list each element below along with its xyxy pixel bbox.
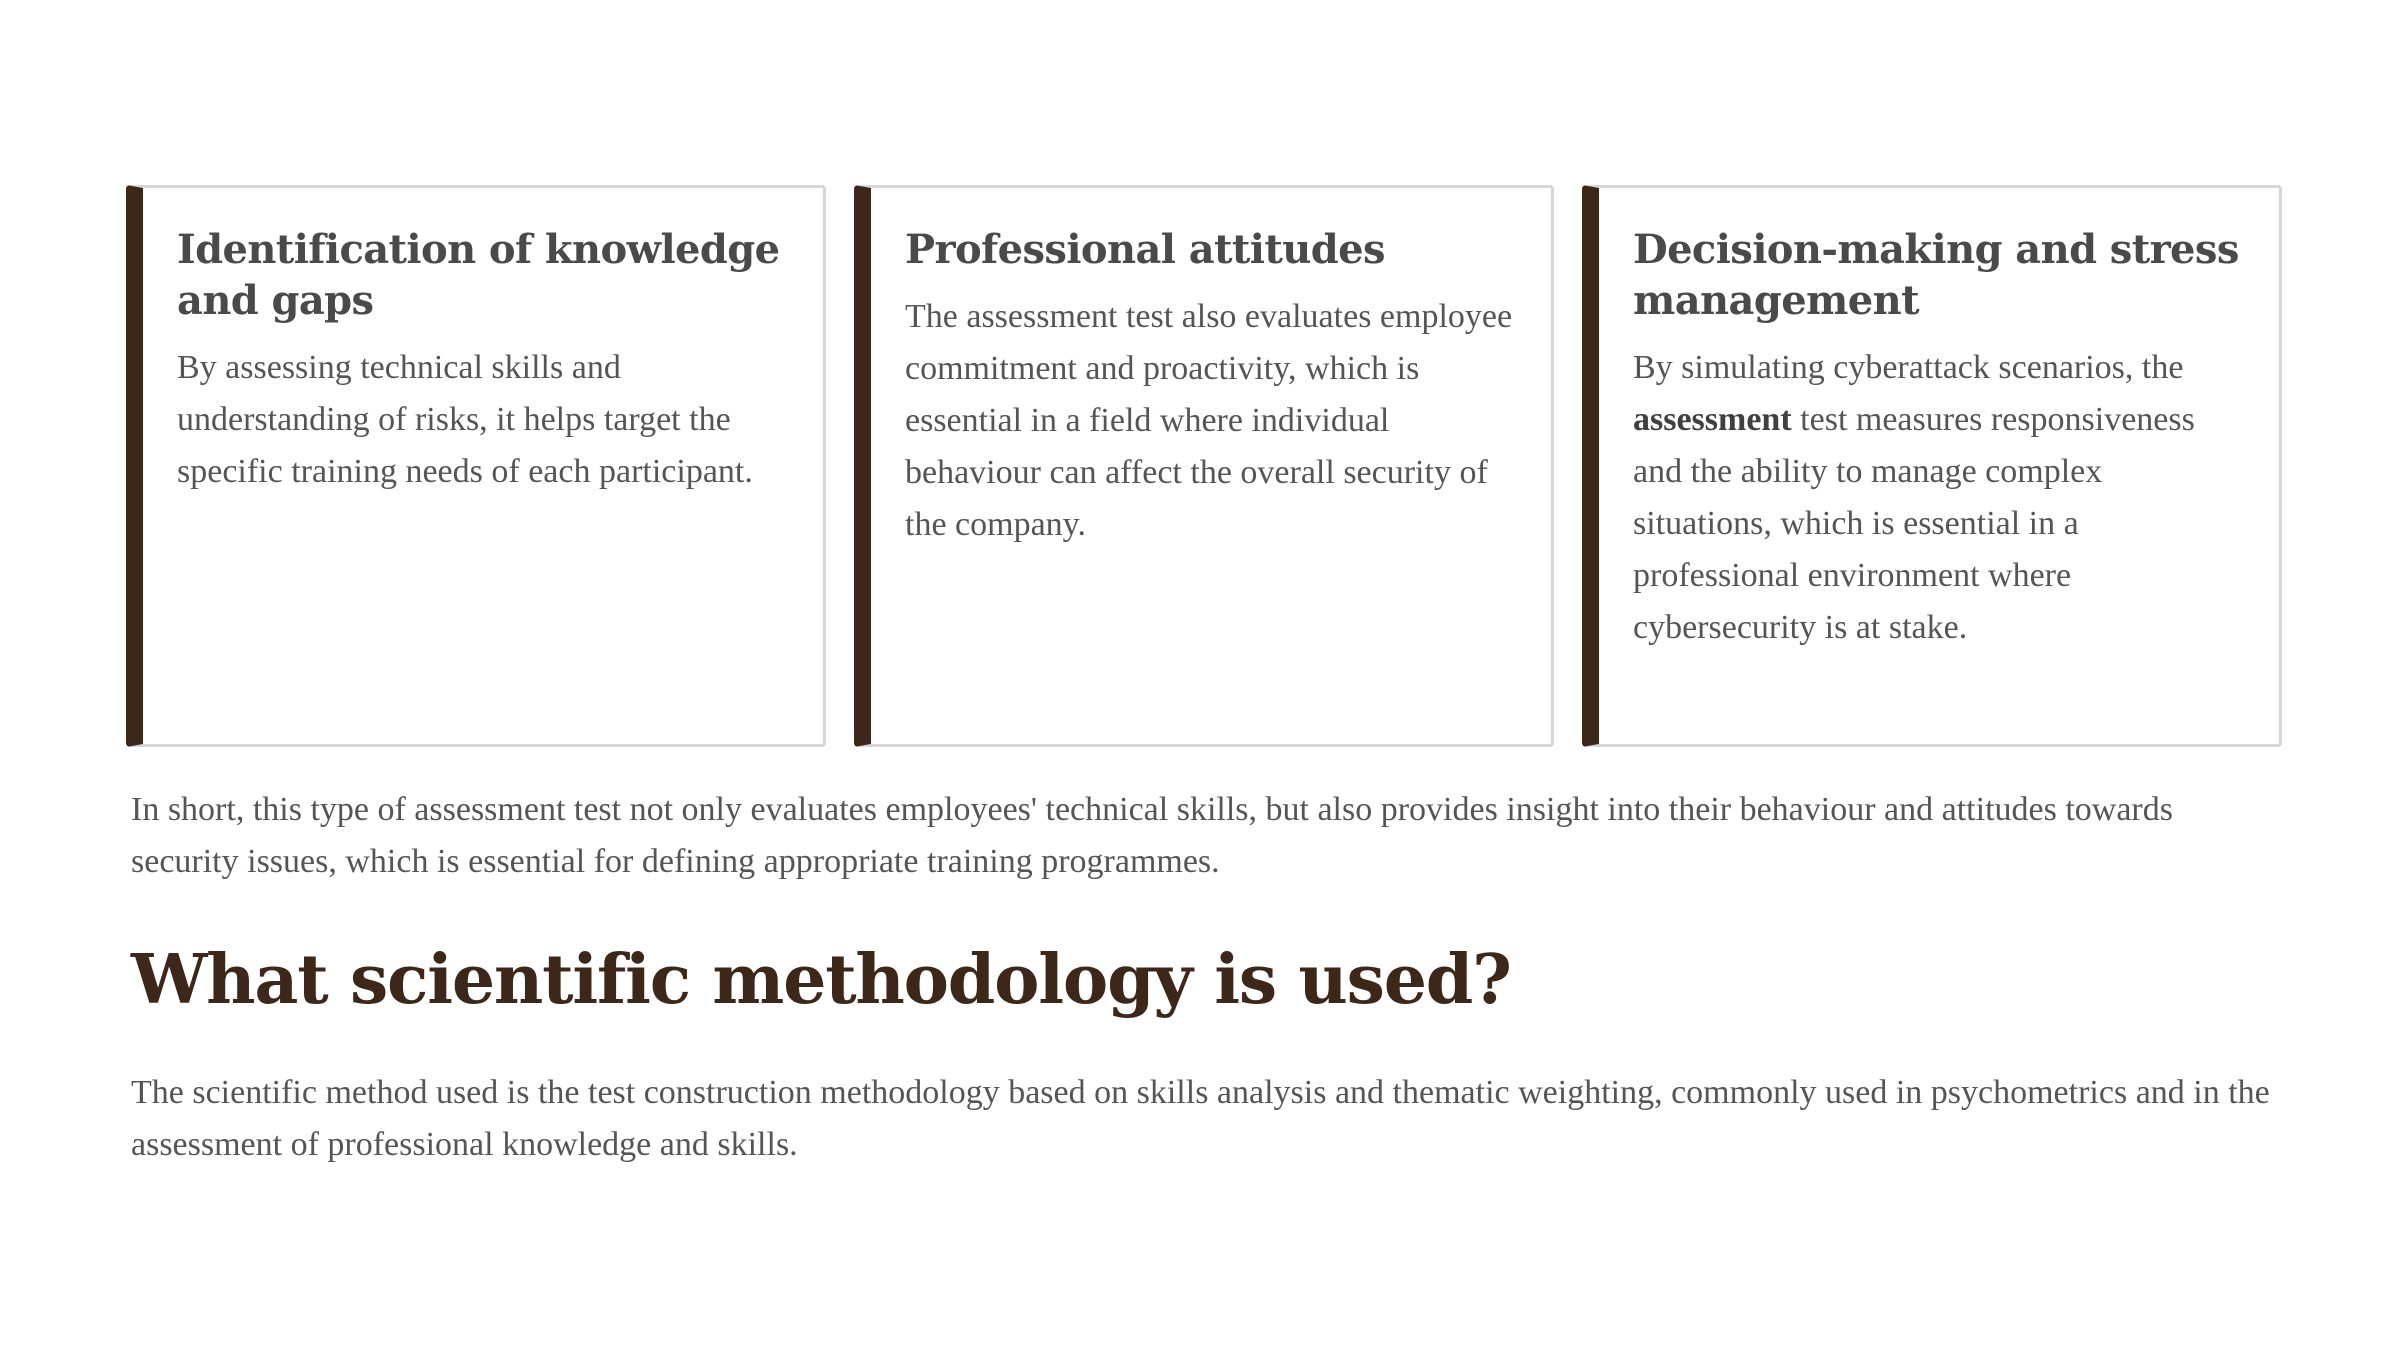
card-description-start: By simulating cyberattack scenarios, the — [1633, 349, 2184, 386]
methodology-paragraph: The scientific method used is the test construction methodology based on skills analysis and thematic weighting, commonly used in psychometrics and in the assessment of professional knowledge and skills. — [131, 1074, 2270, 1163]
card-description — [1633, 342, 2245, 654]
card-identification-knowledge-gaps — [126, 185, 826, 747]
card-title: Professional attitudes — [905, 226, 1385, 273]
card-description: By assessing technical skills and understanding of risks, it helps target the specific training needs of each participant. — [177, 349, 753, 490]
feature-card-grid — [126, 185, 2282, 747]
card-title: Decision-making and stress management — [1633, 226, 2239, 324]
summary-paragraph: In short, this type of assessment test not only evaluates employees' technical skills, but also provides insight into their behaviour and attitudes towards security issues, which is essential for defining appropriate training programmes. — [131, 791, 2173, 880]
card-description-end: test measures responsiveness and the ability to manage complex situations, which is essential in a professional environment where cybersecurity is at stake. — [1633, 401, 2195, 646]
card-description: The assessment test also evaluates employee commitment and proactivity, which is essential in a field where individual behaviour can affect the overall security of the company. — [905, 298, 1513, 543]
card-title: Identification of knowledge and gaps — [177, 226, 780, 324]
emphasized-assessment: assessment — [1633, 401, 1792, 438]
section-heading-scientific-methodology: What scientific methodology is used? — [131, 940, 1511, 1020]
card-professional-attitudes — [854, 185, 1554, 747]
card-decision-making-stress-management — [1582, 185, 2282, 747]
